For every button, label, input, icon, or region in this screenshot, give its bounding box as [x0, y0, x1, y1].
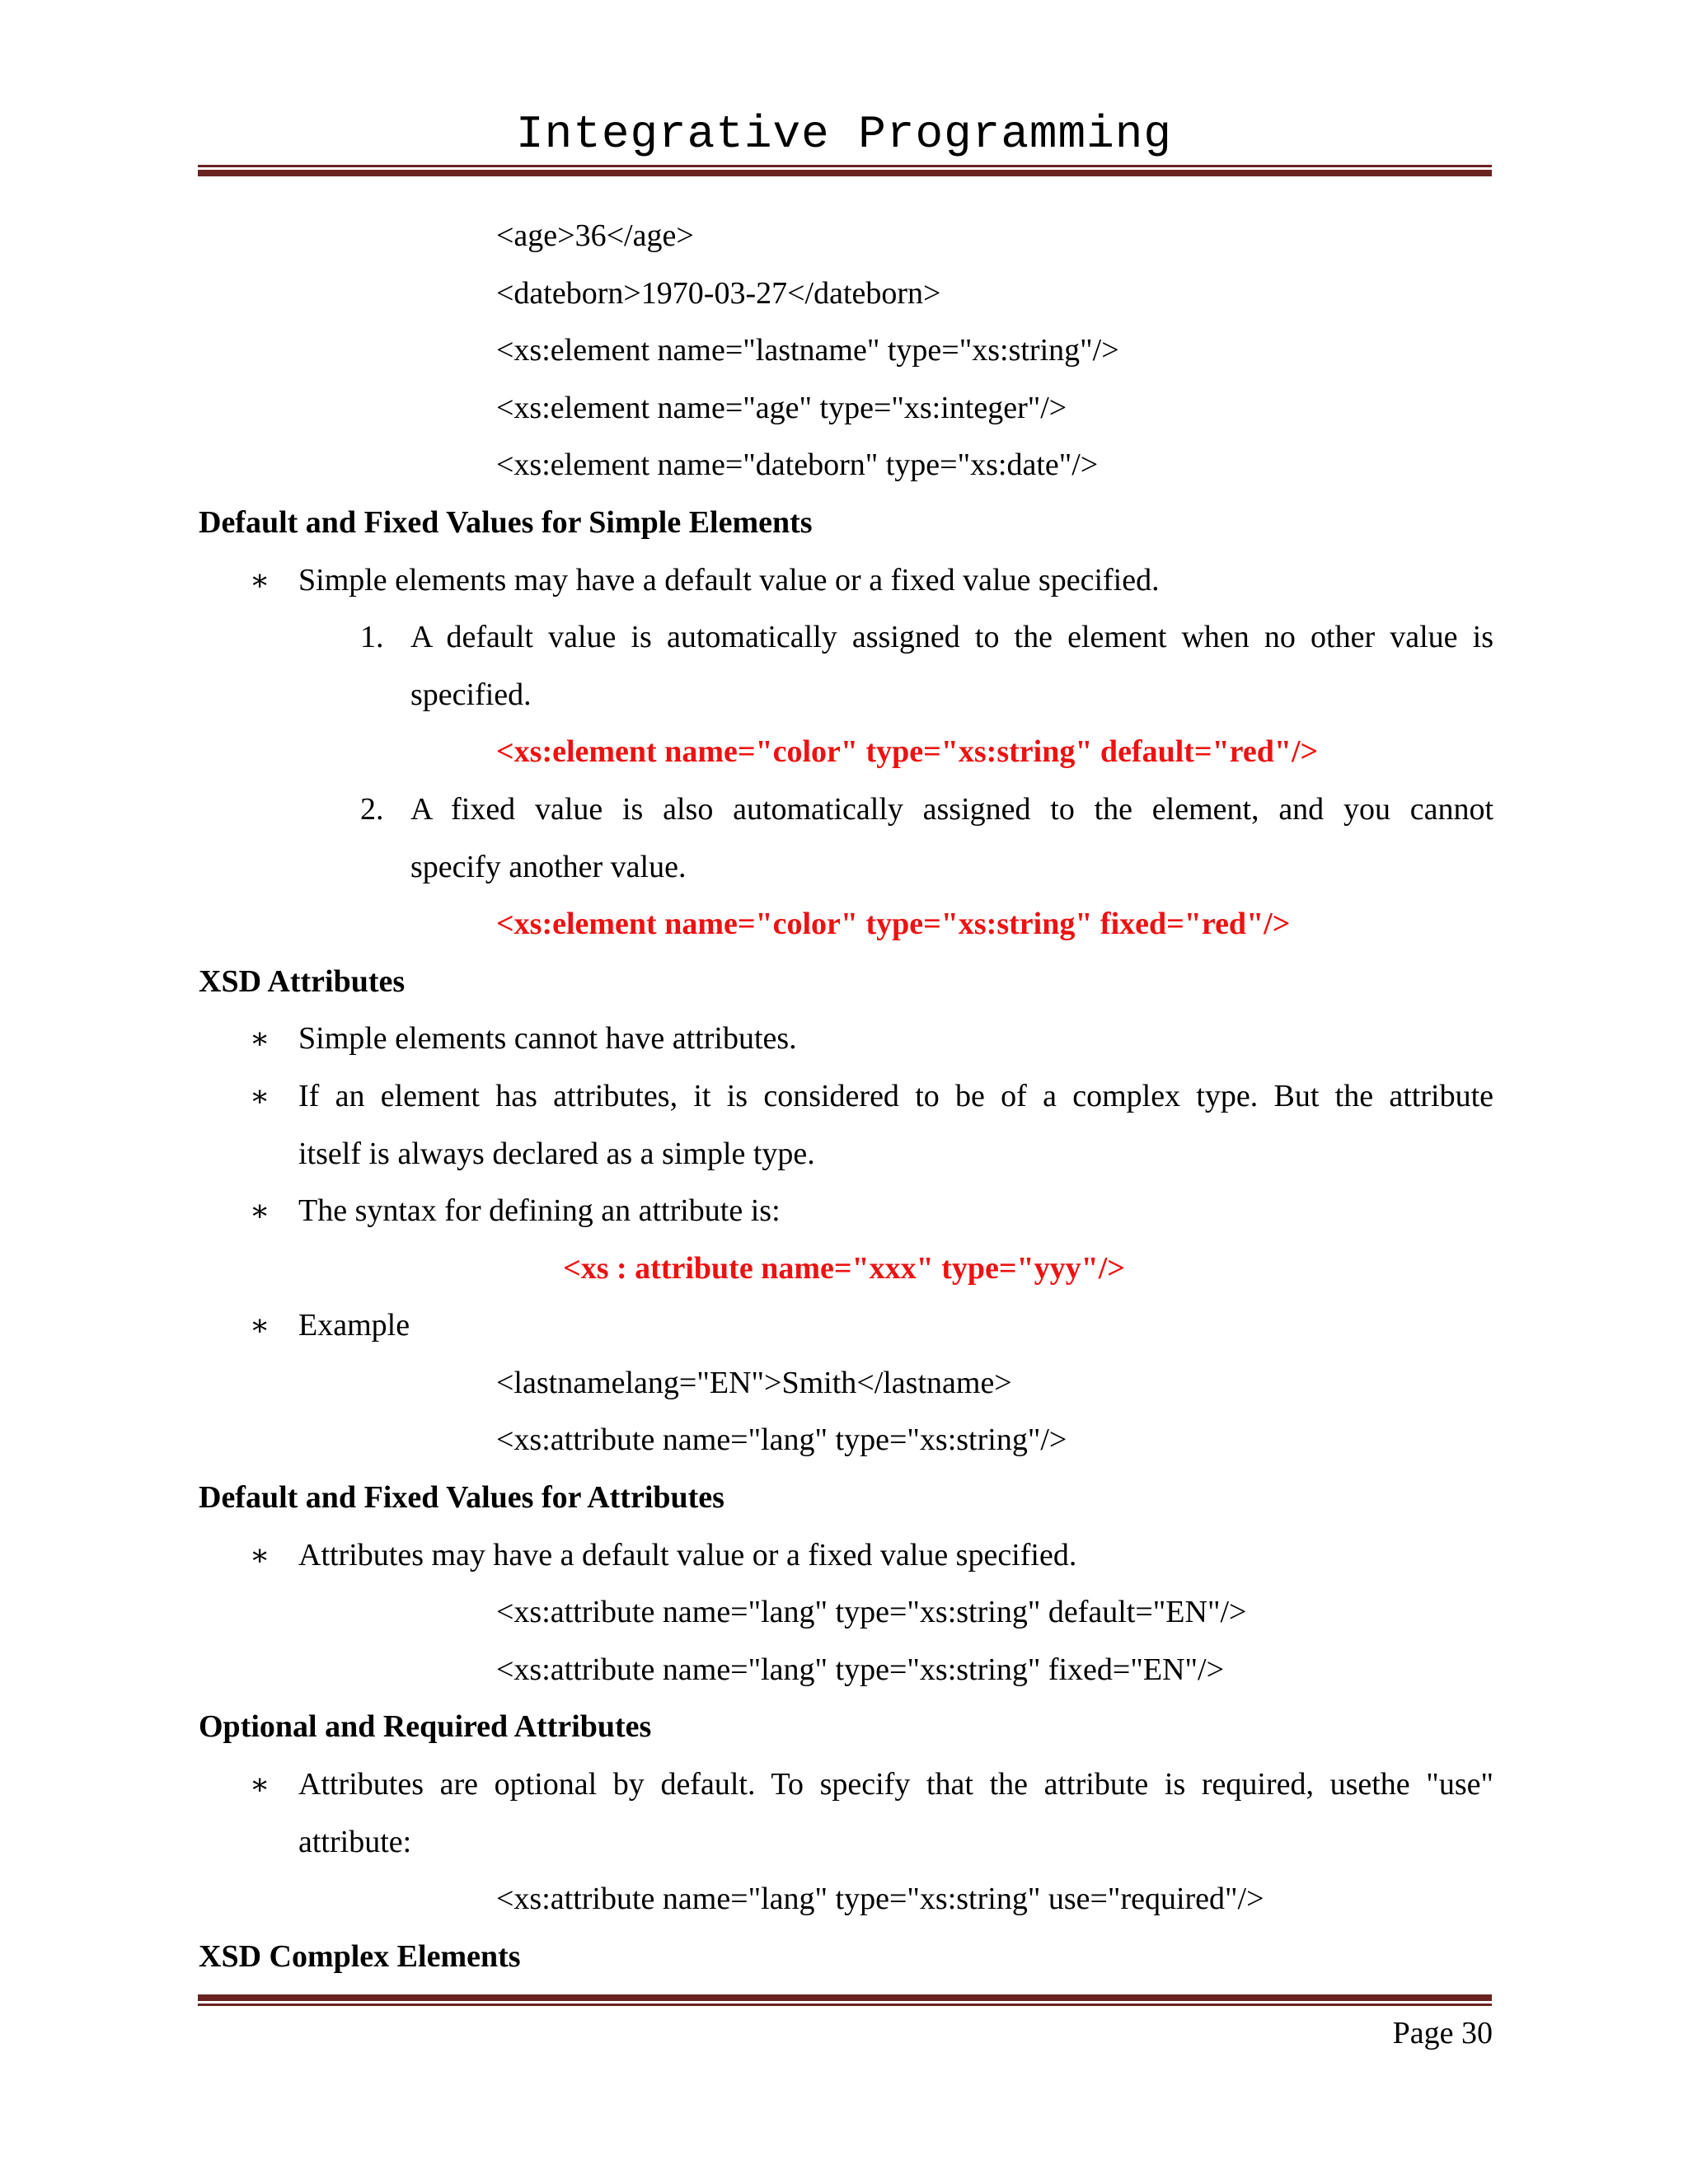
asterisk-bullet-icon: ∗ — [250, 1079, 270, 1113]
code-line — [0, 265, 1688, 323]
bullet-item — [0, 1068, 1688, 1126]
code-text: <xs:element name="lastname" type="xs:string"/> — [496, 333, 1119, 368]
highlighted-code-text: <xs:element name="color" type="xs:string" default="red"/> — [496, 734, 1319, 770]
page-header-title: Integrative Programming — [516, 108, 1172, 161]
bullet-item — [0, 1527, 1688, 1585]
numbered-text: specify another value. — [410, 849, 687, 884]
bullet-text: Attributes may have a default value or a fixed value specified. — [298, 1537, 1077, 1572]
code-text: <lastnamelang="EN">Smith</lastname> — [496, 1365, 1012, 1400]
heading-text: Default and Fixed Values for Simple Elements — [199, 504, 813, 540]
bullet-item — [0, 1183, 1688, 1240]
bullet-item-continuation — [0, 1814, 1688, 1872]
code-line — [0, 1642, 1688, 1699]
page-number: Page 30 — [1392, 2016, 1493, 2050]
code-line — [0, 1240, 1688, 1298]
code-line — [0, 1584, 1688, 1642]
section-heading — [0, 954, 1688, 1011]
numbered-item-continuation — [0, 667, 1688, 724]
section-heading — [0, 1699, 1688, 1756]
section-heading — [0, 494, 1688, 552]
numbered-text: specified. — [410, 677, 532, 712]
numbered-item — [0, 781, 1688, 839]
bullet-text: Simple elements may have a default value or a fixed value specified. — [298, 562, 1160, 598]
header-rule — [198, 165, 1492, 176]
bullet-text: The syntax for defining an attribute is: — [298, 1193, 781, 1229]
numbered-text: A default value is automatically assigned to the element when no other value is — [410, 620, 1493, 655]
highlighted-code-text: <xs:element name="color" type="xs:string" fixed="red"/> — [496, 907, 1291, 942]
bullet-item — [0, 1756, 1688, 1814]
numbered-item — [0, 609, 1688, 667]
asterisk-bullet-icon: ∗ — [250, 1768, 270, 1802]
code-text: <dateborn>1970-03-27</dateborn> — [496, 275, 941, 311]
numbered-item-continuation — [0, 839, 1688, 897]
heading-text: Optional and Required Attributes — [199, 1709, 652, 1745]
code-line — [0, 208, 1688, 265]
asterisk-bullet-icon: ∗ — [250, 1022, 270, 1056]
section-heading — [0, 1469, 1688, 1527]
bullet-item — [0, 552, 1688, 610]
section-heading — [0, 1929, 1688, 1986]
code-line — [0, 322, 1688, 380]
code-line — [0, 724, 1688, 781]
bullet-text: Attributes are optional by default. To specify that the attribute is required, usethe "use" — [298, 1767, 1493, 1802]
bullet-item — [0, 1010, 1688, 1068]
code-text: <xs:element name="dateborn" type="xs:date"/> — [496, 448, 1099, 483]
asterisk-bullet-icon: ∗ — [250, 1538, 270, 1572]
code-line — [0, 896, 1688, 954]
code-line — [0, 437, 1688, 494]
bullet-text: itself is always declared as a simple type. — [298, 1136, 815, 1171]
code-line — [0, 380, 1688, 438]
asterisk-bullet-icon: ∗ — [250, 563, 270, 597]
heading-text: XSD Complex Elements — [199, 1938, 521, 1974]
bullet-item — [0, 1297, 1688, 1355]
bullet-text: Example — [298, 1308, 410, 1343]
heading-text: XSD Attributes — [199, 963, 406, 999]
code-line — [0, 1412, 1688, 1469]
bullet-item-continuation — [0, 1126, 1688, 1183]
code-text: <xs:attribute name="lang" type="xs:string" use="required"/> — [496, 1882, 1264, 1917]
page-content — [0, 208, 1688, 1985]
footer-rule — [198, 1994, 1492, 2006]
code-text: <xs:attribute name="lang" type="xs:string" fixed="EN"/> — [496, 1652, 1225, 1687]
code-text: <age>36</age> — [496, 218, 694, 253]
item-number: 1. — [360, 620, 384, 655]
numbered-text: A fixed value is also automatically assigned to the element, and you cannot — [410, 791, 1493, 827]
bullet-text: attribute: — [298, 1824, 412, 1859]
code-line — [0, 1871, 1688, 1929]
bullet-text: If an element has attributes, it is considered to be of a complex type. But the attribute — [298, 1078, 1493, 1113]
item-number: 2. — [360, 791, 384, 827]
code-text: <xs:attribute name="lang" type="xs:string" default="EN"/> — [496, 1595, 1247, 1630]
code-text: <xs:element name="age" type="xs:integer"/> — [496, 390, 1067, 425]
asterisk-bullet-icon: ∗ — [250, 1309, 270, 1343]
heading-text: Default and Fixed Values for Attributes — [199, 1480, 724, 1516]
bullet-text: Simple elements cannot have attributes. — [298, 1021, 797, 1057]
highlighted-code-text: <xs : attribute name="xxx" type="yyy"/> — [563, 1250, 1125, 1286]
code-line — [0, 1355, 1688, 1413]
code-text: <xs:attribute name="lang" type="xs:string"/> — [496, 1422, 1067, 1458]
asterisk-bullet-icon: ∗ — [250, 1194, 270, 1228]
